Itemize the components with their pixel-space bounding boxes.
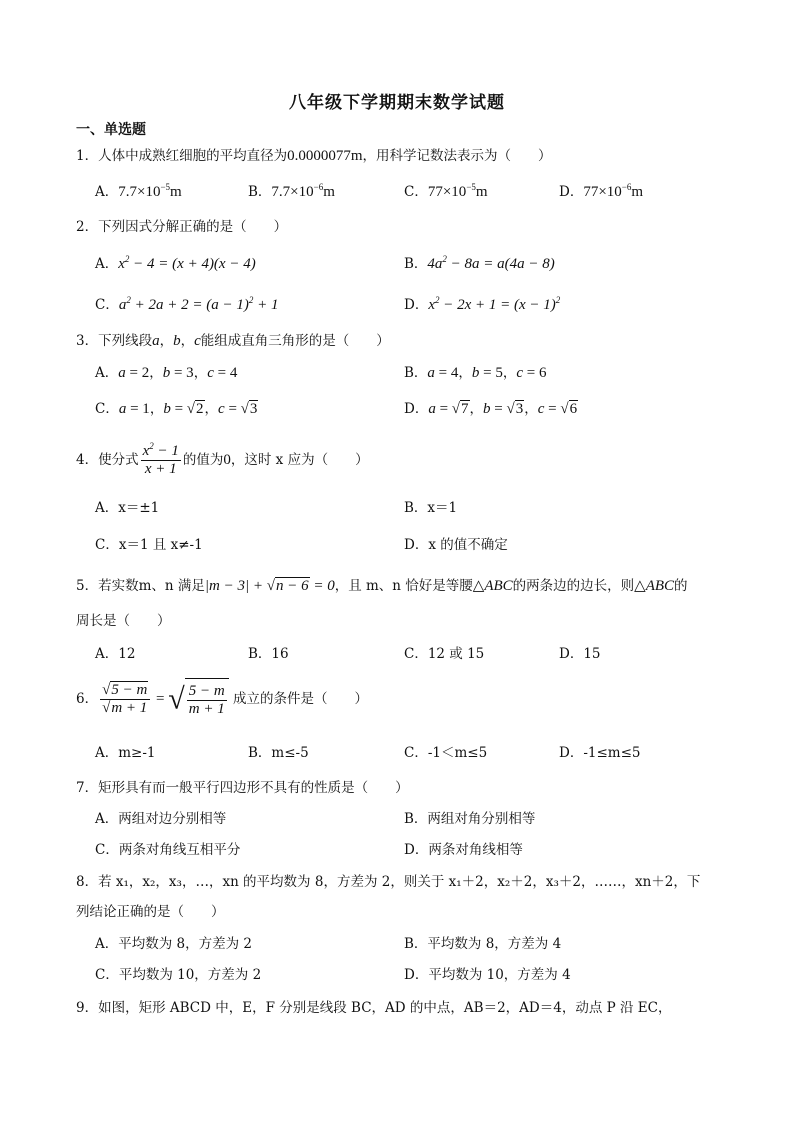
question-5-option-c[interactable]: C．12 或 15 — [404, 646, 485, 662]
question-2-option-c[interactable]: C．$a^2 + 2a + 2 = (a - 1)^2 + 1$ — [95, 295, 279, 313]
question-6-option-b[interactable]: B．m≤-5 — [248, 745, 309, 761]
question-4-option-d[interactable]: D．x 的值不确定 — [404, 537, 508, 553]
question-4-option-b[interactable]: B．x＝1 — [404, 500, 458, 516]
question-8-option-b[interactable]: B．平均数为 8，方差为 4 — [404, 936, 562, 952]
question-5-option-d[interactable]: D．15 — [559, 646, 601, 662]
question-8-stem-line2: 列结论正确的是（ ） — [76, 904, 225, 920]
question-8-option-a[interactable]: A．平均数为 8，方差为 2 — [95, 936, 253, 952]
fraction: $\frac{x^2 - 1}{x + 1}$ — [142, 441, 179, 477]
question-5-option-a[interactable]: A．12 — [95, 646, 136, 662]
question-4-option-a[interactable]: A．x＝±1 — [95, 500, 160, 516]
question-8-option-d[interactable]: D．平均数为 10，方差为 4 — [404, 967, 571, 983]
question-1-option-b[interactable]: B．$7.7\times 10^{-6}m$ — [248, 182, 335, 200]
question-3-option-d[interactable]: D．a = √7，b = √3，c = √6 — [404, 401, 578, 417]
question-6-option-a[interactable]: A．m≥-1 — [95, 745, 156, 761]
question-7-option-a[interactable]: A．两组对边分别相等 — [95, 811, 227, 827]
question-2-option-b[interactable]: B．$4a^2 - 8a = a(4a - 8)$ — [404, 254, 555, 272]
question-3-stem: 3．下列线段a，b，c能组成直角三角形的是（ ） — [76, 333, 390, 349]
question-9-stem: 9．如图，矩形 ABCD 中，E，F 分别是线段 BC，AD 的中点，AB＝2，AD＝4，动点 P 沿 EC， — [76, 1000, 672, 1016]
question-5-stem: 5．若实数m、n 满足|m − 3| + √n − 6 = 0，且 m、n 恰好是等腰△ABC的两条边的边长，则△ABC的 — [76, 578, 688, 594]
question-1-option-d[interactable]: D．$77\times 10^{-6}m$ — [559, 182, 644, 200]
question-1-option-c[interactable]: C．$77\times 10^{-5}m$ — [404, 182, 488, 200]
question-3-option-c[interactable]: C．a = 1，b = √2，c = √3 — [95, 401, 258, 417]
question-8-option-c[interactable]: C．平均数为 10，方差为 2 — [95, 967, 262, 983]
question-6-option-c[interactable]: C．-1＜m≤5 — [404, 745, 488, 761]
question-1-option-a[interactable]: A．$7.7\times 10^{-5}m$ — [95, 182, 182, 200]
page-title: 八年级下学期期末数学试题 — [289, 93, 505, 113]
question-5-option-b[interactable]: B．16 — [248, 646, 289, 662]
question-3-option-a[interactable]: A．a = 2，b = 3，c = 4 — [95, 365, 238, 381]
question-1-stem: 1．人体中成熟红细胞的平均直径为0.0000077m，用科学记数法表示为（ ） — [76, 148, 552, 164]
question-7-stem: 7．矩形具有而一般平行四边形不具有的性质是（ ） — [76, 780, 409, 796]
question-8-stem: 8．若 x₁，x₂，x₃，…，xn 的平均数为 8，方差为 2，则关于 x₁＋2，x₂＋2，x₃＋2，……，xn＋2，下 — [76, 874, 701, 890]
question-4-stem: 4．使分式 $\frac{x^2 - 1}{x + 1}$ 的值为0，这时 x 应为（ ） — [76, 441, 369, 477]
question-7-option-c[interactable]: C．两条对角线互相平分 — [95, 842, 241, 858]
question-7-option-b[interactable]: B．两组对角分别相等 — [404, 811, 536, 827]
radical-fraction-left: $\frac{√5 - m}{√m + 1}$ — [100, 682, 150, 717]
question-2-option-a[interactable]: A．$x^2 - 4 = (x + 4)(x - 4)$ — [95, 254, 256, 272]
question-3-option-b[interactable]: B．a = 4，b = 5，c = 6 — [404, 365, 547, 381]
question-6-stem: 6． $\frac{√5 - m}{√m + 1}$ = √ $\frac{5 - m}{m + 1}$ 成立的条件是（ ） — [76, 678, 368, 721]
question-5-stem-line2: 周长是（ ） — [76, 613, 171, 629]
question-2-option-d[interactable]: D．$x^2 - 2x + 1 = (x - 1)^2$ — [404, 295, 561, 313]
question-2-stem: 2．下列因式分解正确的是（ ） — [76, 219, 288, 235]
question-4-option-c[interactable]: C．x＝1 且 x≠-1 — [95, 537, 203, 553]
section-heading: 一、单选题 — [76, 122, 146, 138]
radical-fraction-right: √ $\frac{5 - m}{m + 1}$ — [168, 678, 228, 721]
question-6-option-d[interactable]: D．-1≤m≤5 — [559, 745, 641, 761]
question-7-option-d[interactable]: D．两条对角线相等 — [404, 842, 523, 858]
